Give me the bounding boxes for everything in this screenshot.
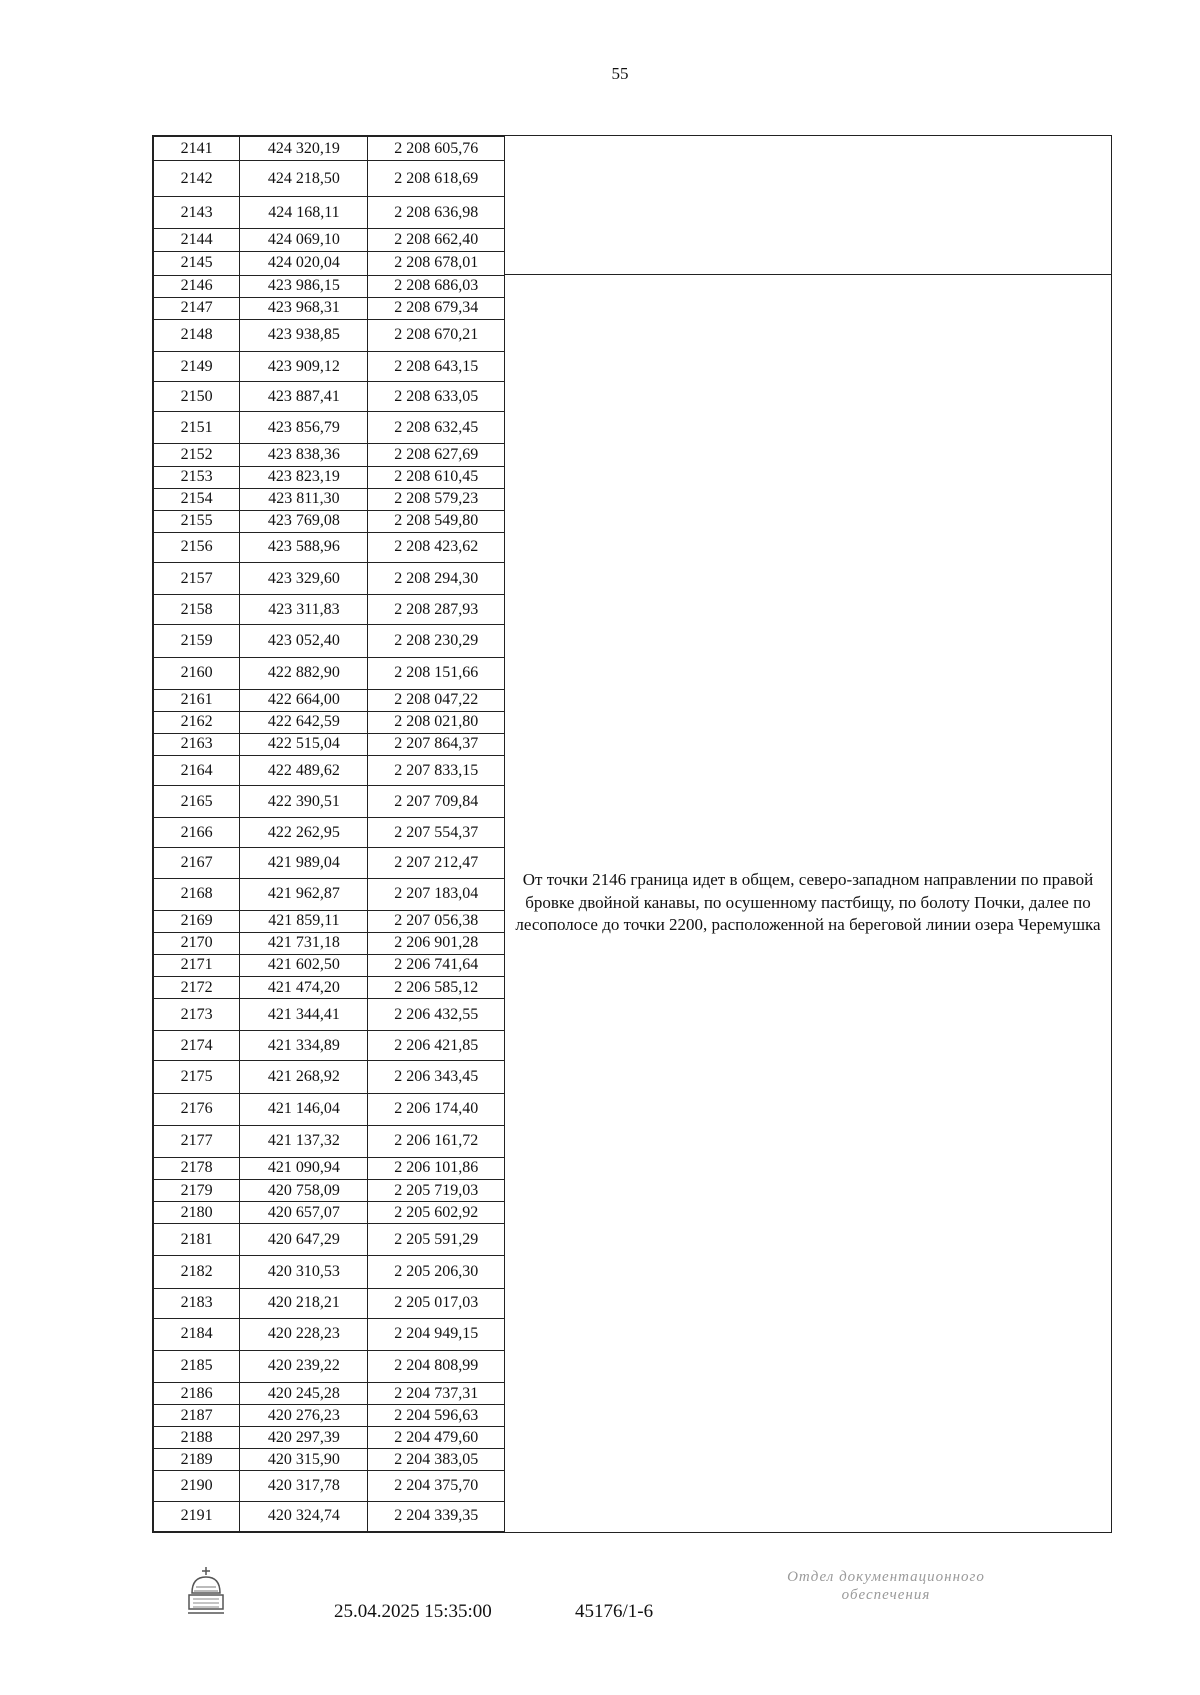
- point-number: 2166: [154, 818, 240, 848]
- table-row: [154, 275, 505, 297]
- y-coordinate: 2 204 383,05: [368, 1449, 505, 1471]
- x-coordinate: 422 489,62: [240, 755, 368, 785]
- point-number: 2153: [154, 466, 240, 488]
- point-number: 2161: [154, 689, 240, 711]
- point-number: 2162: [154, 711, 240, 733]
- table-row: [154, 137, 505, 161]
- y-coordinate: 2 206 741,64: [368, 954, 505, 976]
- stamp-line-2: обеспечения: [841, 1587, 931, 1603]
- table-row: [154, 1383, 505, 1405]
- table-row: [154, 689, 505, 711]
- point-number: 2150: [154, 382, 240, 412]
- table-row: [154, 1125, 505, 1157]
- y-coordinate: 2 208 579,23: [368, 488, 505, 510]
- point-number: 2165: [154, 786, 240, 818]
- point-number: 2164: [154, 755, 240, 785]
- y-coordinate: 2 204 949,15: [368, 1318, 505, 1350]
- y-coordinate: 2 204 339,35: [368, 1501, 505, 1531]
- y-coordinate: 2 208 151,66: [368, 657, 505, 689]
- table-row: [154, 444, 505, 466]
- x-coordinate: 423 838,36: [240, 444, 368, 466]
- point-number: 2145: [154, 251, 240, 275]
- table-row: [154, 1224, 505, 1256]
- table-row: [154, 1501, 505, 1531]
- x-coordinate: 420 647,29: [240, 1224, 368, 1256]
- y-coordinate: 2 208 662,40: [368, 229, 505, 251]
- y-coordinate: 2 208 021,80: [368, 711, 505, 733]
- y-coordinate: 2 208 678,01: [368, 251, 505, 275]
- x-coordinate: 421 602,50: [240, 954, 368, 976]
- x-coordinate: 420 228,23: [240, 1318, 368, 1350]
- y-coordinate: 2 205 017,03: [368, 1288, 505, 1318]
- y-coordinate: 2 206 421,85: [368, 1031, 505, 1061]
- page-number: 55: [611, 64, 629, 83]
- table-row: [154, 1180, 505, 1202]
- table-row: [154, 251, 505, 275]
- x-coordinate: 420 657,07: [240, 1202, 368, 1224]
- table-row: [154, 878, 505, 910]
- x-coordinate: 423 968,31: [240, 297, 368, 319]
- document-number: 45176/1-6: [575, 1601, 654, 1622]
- table-row: [154, 382, 505, 412]
- y-coordinate: 2 208 294,30: [368, 563, 505, 595]
- x-coordinate: 420 297,39: [240, 1427, 368, 1449]
- x-coordinate: 423 311,83: [240, 595, 368, 625]
- point-number: 2180: [154, 1202, 240, 1224]
- y-coordinate: 2 208 643,15: [368, 352, 505, 382]
- x-coordinate: 422 390,51: [240, 786, 368, 818]
- table-row: [154, 595, 505, 625]
- point-number: 2182: [154, 1256, 240, 1288]
- y-coordinate: 2 207 212,47: [368, 848, 505, 878]
- y-coordinate: 2 207 864,37: [368, 733, 505, 755]
- x-coordinate: 424 020,04: [240, 251, 368, 275]
- table-row: [154, 563, 505, 595]
- table-row: [154, 1350, 505, 1382]
- point-number: 2160: [154, 657, 240, 689]
- x-coordinate: 424 218,50: [240, 161, 368, 197]
- point-number: 2157: [154, 563, 240, 595]
- y-coordinate: 2 206 343,45: [368, 1061, 505, 1093]
- point-number: 2177: [154, 1125, 240, 1157]
- table-row: [154, 1405, 505, 1427]
- x-coordinate: 421 859,11: [240, 910, 368, 932]
- table-row: [154, 755, 505, 785]
- point-number: 2144: [154, 229, 240, 251]
- point-number: 2187: [154, 1405, 240, 1427]
- document-datetime: 25.04.2025 15:35:00: [334, 1601, 492, 1622]
- point-number: 2170: [154, 932, 240, 954]
- department-stamp: [736, 1568, 1036, 1604]
- point-number: 2141: [154, 137, 240, 161]
- y-coordinate: 2 205 602,92: [368, 1202, 505, 1224]
- point-number: 2163: [154, 733, 240, 755]
- x-coordinate: 424 168,11: [240, 197, 368, 229]
- x-coordinate: 422 515,04: [240, 733, 368, 755]
- point-number: 2158: [154, 595, 240, 625]
- x-coordinate: 420 310,53: [240, 1256, 368, 1288]
- x-coordinate: 420 245,28: [240, 1383, 368, 1405]
- y-coordinate: 2 207 709,84: [368, 786, 505, 818]
- x-coordinate: 422 664,00: [240, 689, 368, 711]
- stamp-line-1: Отдел документационного: [787, 1569, 985, 1585]
- y-coordinate: 2 207 056,38: [368, 910, 505, 932]
- y-coordinate: 2 204 808,99: [368, 1350, 505, 1382]
- point-number: 2154: [154, 488, 240, 510]
- point-number: 2169: [154, 910, 240, 932]
- x-coordinate: 423 856,79: [240, 412, 368, 444]
- point-number: 2142: [154, 161, 240, 197]
- x-coordinate: 423 769,08: [240, 510, 368, 532]
- point-number: 2183: [154, 1288, 240, 1318]
- y-coordinate: 2 208 618,69: [368, 161, 505, 197]
- table-row: [154, 786, 505, 818]
- table-row: [154, 352, 505, 382]
- point-number: 2156: [154, 532, 240, 562]
- point-number: 2146: [154, 275, 240, 297]
- x-coordinate: 420 758,09: [240, 1180, 368, 1202]
- x-coordinate: 422 262,95: [240, 818, 368, 848]
- table-row: [154, 999, 505, 1031]
- y-coordinate: 2 204 479,60: [368, 1427, 505, 1449]
- x-coordinate: 420 239,22: [240, 1350, 368, 1382]
- y-coordinate: 2 206 101,86: [368, 1157, 505, 1179]
- y-coordinate: 2 205 591,29: [368, 1224, 505, 1256]
- y-coordinate: 2 208 686,03: [368, 275, 505, 297]
- y-coordinate: 2 207 554,37: [368, 818, 505, 848]
- table-row: [154, 297, 505, 319]
- y-coordinate: 2 206 585,12: [368, 977, 505, 999]
- y-coordinate: 2 208 230,29: [368, 625, 505, 657]
- coordinates-table: [152, 135, 1112, 1533]
- table-row: [154, 1202, 505, 1224]
- x-coordinate: 423 588,96: [240, 532, 368, 562]
- table-row: [154, 466, 505, 488]
- y-coordinate: 2 208 549,80: [368, 510, 505, 532]
- x-coordinate: 421 090,94: [240, 1157, 368, 1179]
- point-number: 2184: [154, 1318, 240, 1350]
- x-coordinate: 424 320,19: [240, 137, 368, 161]
- y-coordinate: 2 206 432,55: [368, 999, 505, 1031]
- table-row: [154, 1471, 505, 1501]
- table-row: [154, 488, 505, 510]
- description-cell: [505, 274, 1111, 1532]
- point-number: 2191: [154, 1501, 240, 1531]
- x-coordinate: 420 324,74: [240, 1501, 368, 1531]
- x-coordinate: 421 989,04: [240, 848, 368, 878]
- table-row: [154, 1427, 505, 1449]
- y-coordinate: 2 207 833,15: [368, 755, 505, 785]
- table-row: [154, 532, 505, 562]
- table-row: [154, 977, 505, 999]
- x-coordinate: 423 938,85: [240, 319, 368, 351]
- y-coordinate: 2 204 596,63: [368, 1405, 505, 1427]
- point-number: 2173: [154, 999, 240, 1031]
- y-coordinate: 2 207 183,04: [368, 878, 505, 910]
- y-coordinate: 2 208 423,62: [368, 532, 505, 562]
- y-coordinate: 2 204 375,70: [368, 1471, 505, 1501]
- description-cell-empty: [505, 136, 1111, 275]
- point-number: 2186: [154, 1383, 240, 1405]
- table-row: [154, 848, 505, 878]
- table-row: [154, 319, 505, 351]
- point-number: 2159: [154, 625, 240, 657]
- x-coordinate: 420 315,90: [240, 1449, 368, 1471]
- x-coordinate: 421 474,20: [240, 977, 368, 999]
- point-number: 2168: [154, 878, 240, 910]
- table-row: [154, 510, 505, 532]
- table-row: [154, 197, 505, 229]
- table-row: [154, 1061, 505, 1093]
- table-row: [154, 932, 505, 954]
- table-row: [154, 1449, 505, 1471]
- emblem-icon: [184, 1565, 228, 1617]
- y-coordinate: 2 208 605,76: [368, 137, 505, 161]
- x-coordinate: 423 909,12: [240, 352, 368, 382]
- x-coordinate: 423 823,19: [240, 466, 368, 488]
- x-coordinate: 421 731,18: [240, 932, 368, 954]
- x-coordinate: 424 069,10: [240, 229, 368, 251]
- x-coordinate: 421 146,04: [240, 1093, 368, 1125]
- table-row: [154, 1093, 505, 1125]
- table-row: [154, 657, 505, 689]
- y-coordinate: 2 208 679,34: [368, 297, 505, 319]
- x-coordinate: 423 986,15: [240, 275, 368, 297]
- x-coordinate: 423 811,30: [240, 488, 368, 510]
- point-number: 2179: [154, 1180, 240, 1202]
- point-number: 2175: [154, 1061, 240, 1093]
- x-coordinate: 421 268,92: [240, 1061, 368, 1093]
- point-number: 2148: [154, 319, 240, 351]
- x-coordinate: 421 962,87: [240, 878, 368, 910]
- table-row: [154, 910, 505, 932]
- point-number: 2178: [154, 1157, 240, 1179]
- table-row: [154, 1288, 505, 1318]
- point-number: 2147: [154, 297, 240, 319]
- x-coordinate: 422 882,90: [240, 657, 368, 689]
- y-coordinate: 2 204 737,31: [368, 1383, 505, 1405]
- table-row: [154, 1256, 505, 1288]
- x-coordinate: 423 329,60: [240, 563, 368, 595]
- table-row: [154, 625, 505, 657]
- table-row: [154, 954, 505, 976]
- y-coordinate: 2 208 287,93: [368, 595, 505, 625]
- point-number: 2188: [154, 1427, 240, 1449]
- y-coordinate: 2 206 174,40: [368, 1093, 505, 1125]
- y-coordinate: 2 206 901,28: [368, 932, 505, 954]
- table-row: [154, 818, 505, 848]
- point-number: 2176: [154, 1093, 240, 1125]
- y-coordinate: 2 208 636,98: [368, 197, 505, 229]
- x-coordinate: 421 334,89: [240, 1031, 368, 1061]
- point-number: 2143: [154, 197, 240, 229]
- x-coordinate: 421 137,32: [240, 1125, 368, 1157]
- point-number: 2185: [154, 1350, 240, 1382]
- y-coordinate: 2 205 206,30: [368, 1256, 505, 1288]
- y-coordinate: 2 208 670,21: [368, 319, 505, 351]
- table-row: [154, 1157, 505, 1179]
- x-coordinate: 422 642,59: [240, 711, 368, 733]
- point-number: 2151: [154, 412, 240, 444]
- x-coordinate: 420 218,21: [240, 1288, 368, 1318]
- x-coordinate: 423 052,40: [240, 625, 368, 657]
- x-coordinate: 423 887,41: [240, 382, 368, 412]
- y-coordinate: 2 206 161,72: [368, 1125, 505, 1157]
- point-number: 2190: [154, 1471, 240, 1501]
- point-number: 2171: [154, 954, 240, 976]
- coordinates-grid: [153, 136, 505, 1532]
- table-row: [154, 412, 505, 444]
- y-coordinate: 2 208 632,45: [368, 412, 505, 444]
- table-row: [154, 711, 505, 733]
- table-row: [154, 161, 505, 197]
- point-number: 2149: [154, 352, 240, 382]
- x-coordinate: 420 317,78: [240, 1471, 368, 1501]
- point-number: 2152: [154, 444, 240, 466]
- table-row: [154, 229, 505, 251]
- y-coordinate: 2 208 610,45: [368, 466, 505, 488]
- point-number: 2172: [154, 977, 240, 999]
- table-row: [154, 1318, 505, 1350]
- y-coordinate: 2 208 627,69: [368, 444, 505, 466]
- x-coordinate: 420 276,23: [240, 1405, 368, 1427]
- y-coordinate: 2 205 719,03: [368, 1180, 505, 1202]
- point-number: 2181: [154, 1224, 240, 1256]
- point-number: 2167: [154, 848, 240, 878]
- point-number: 2174: [154, 1031, 240, 1061]
- x-coordinate: 421 344,41: [240, 999, 368, 1031]
- boundary-description: От точки 2146 граница идет в общем, северо-западном направлении по правой бровке двойной канавы, по осушенному пастбищу, по болоту Почки, далее по лесополосе до точки 2200, расположенной на береговой линии озера Черемушка: [515, 870, 1101, 935]
- point-number: 2189: [154, 1449, 240, 1471]
- y-coordinate: 2 208 047,22: [368, 689, 505, 711]
- table-row: [154, 733, 505, 755]
- y-coordinate: 2 208 633,05: [368, 382, 505, 412]
- coordinates-body: [154, 137, 505, 1532]
- table-row: [154, 1031, 505, 1061]
- point-number: 2155: [154, 510, 240, 532]
